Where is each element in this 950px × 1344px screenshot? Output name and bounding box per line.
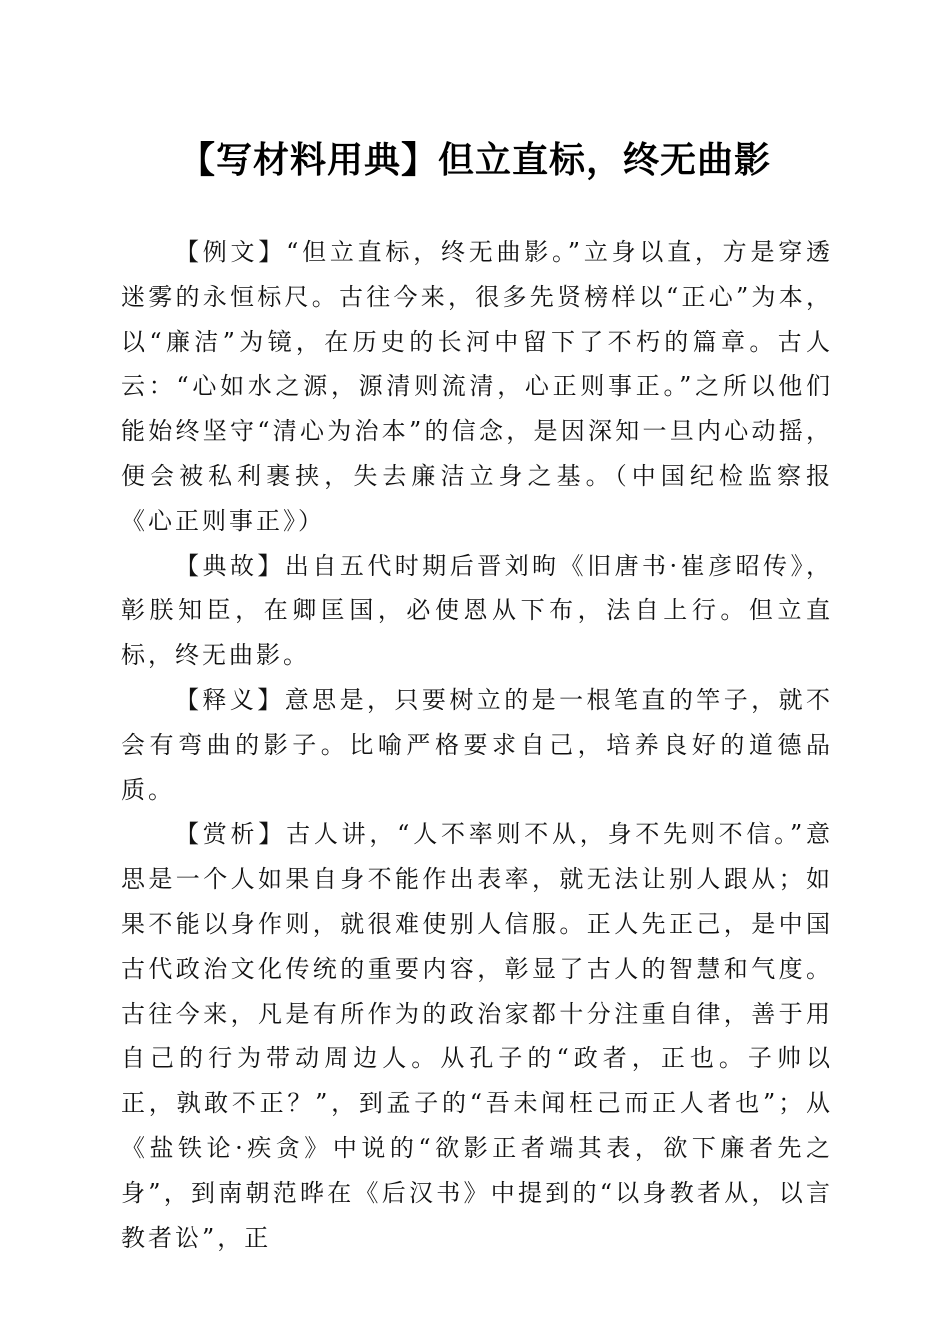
paragraph-tag-meaning: 【释义】 bbox=[175, 685, 285, 714]
paragraph-text-allusion: 出自五代时期后晋刘昫《旧唐书·崔彦昭传》，彰朕知臣，在卿匡国，必使恩从下布，法自上行。但立直标，终无曲影。 bbox=[121, 551, 833, 670]
paragraph-allusion bbox=[121, 544, 833, 678]
paragraph-appreciation bbox=[121, 812, 833, 1260]
document-body bbox=[121, 230, 833, 1260]
paragraph-tag-appreciation: 【赏析】 bbox=[175, 820, 287, 849]
paragraph-text-appreciation: 古人讲，“人不率则不从，身不先则不信。”意思是一个人如果自身不能作出表率，就无法让别人跟从；如果不能以身作则，就很难使别人信服。正人先正己，是中国古代政治文化传统的重要内容，彰显了古人的智慧和气度。古往今来，凡是有所作为的政治家都十分注重自律，善于用自己的行为带动周边人。从孔子的“政者，正也。子帅以正，孰敢不正？”，到孟子的“吾未闻枉己而正人者也”；从《盐铁论·疾贪》中说的“欲影正者端其表，欲下廉者先之身”，到南朝范晔在《后汉书》中提到的“以身教者从，以言教者讼”，正 bbox=[121, 820, 833, 1252]
paragraph-text-meaning: 意思是，只要树立的是一根笔直的竿子，就不会有弯曲的影子。比喻严格要求自己，培养良好的道德品质。 bbox=[121, 685, 834, 804]
paragraph-meaning bbox=[121, 678, 833, 812]
paragraph-tag-allusion: 【典故】 bbox=[175, 551, 285, 580]
paragraph-text-example: “但立直标，终无曲影。”立身以直，方是穿透迷雾的永恒标尺。古往今来，很多先贤榜样以“正心”为本，以“廉洁”为镜，在历史的长河中留下了不朽的篇章。古人云：“心如水之源，源清则流清，心正则事正。”之所以他们能始终坚守“清心为治本”的信念，是因深知一旦内心动摇，便会被私利裹挟，失去廉洁立身之基。（中国纪检监察报《心正则事正》） bbox=[121, 238, 833, 535]
document-title: 【写材料用典】但立直标，终无曲影 bbox=[178, 139, 771, 181]
paragraph-tag-example: 【例文】 bbox=[175, 238, 287, 266]
paragraph-example bbox=[121, 230, 833, 544]
